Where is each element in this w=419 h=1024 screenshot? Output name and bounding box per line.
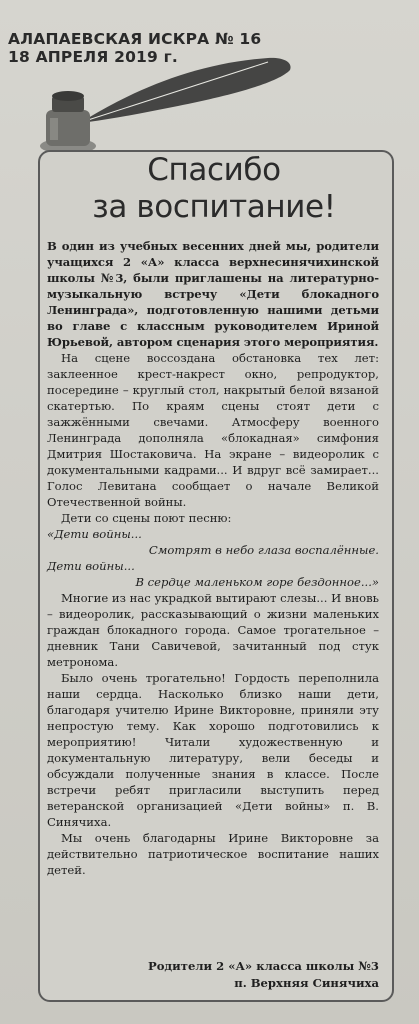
paragraph: Мы очень благодарны Ирине Викторовне за действительно патриотическое воспитание наших детей. <box>47 831 379 877</box>
poem-line: В сердце маленьком горе бездонное...» <box>135 575 379 589</box>
article-body <box>47 238 379 878</box>
lead-paragraph: В один из учебных весенних дней мы, родители учащихся 2 «А» класса верхнесинячихинской школы №3, были приглашены на литературно-музыкальную встречу «Дети блокадного Ленинграда», подготовленную нашими детьми во главе с классным руководителем Ириной Юрьевой, автором сценария этого мероприятия. <box>47 239 379 349</box>
signature-line-2: п. Верхняя Синячиха <box>234 976 379 990</box>
paragraph: На сцене воссоздана обстановка тех лет: заклеенное крест-накрест окно, репродуктор, посередине – круглый стол, накрытый белой вязаной скатертью. По краям сцены стоят дети с зажжёнными свечами. Атмосферу военного Ленинграда дополняла «блокадная» симфония Дмитрия Шостаковича. На экране – видеоролик с документальными кадрами... И вдруг всё замирает... Голос Левитана сообщает о начале Великой Отечественной войны. <box>47 351 379 509</box>
article-title <box>40 152 388 226</box>
poem-line: Дети войны... <box>47 559 135 573</box>
paragraph: Дети со сцены поют песню: <box>61 511 232 525</box>
title-line-1: Спасибо <box>147 152 281 188</box>
title-line-2: за воспитание! <box>92 189 336 225</box>
paragraph: Было очень трогательно! Гордость переполнила наши сердца. Насколько близко наши дети, благодаря учителю Ирине Викторовне, приняли эту непростую тему. Как хорошо подготовились к мероприятию! Читали художественную и документальную литературу, вели беседы и обсуждали полученные знания в классе. После встречи ребят пригласили выступить перед ветеранской организацией «Дети войны» п. В. Синячиха. <box>47 671 379 829</box>
poem-line: Смотрят в небо глаза воспалённые. <box>148 543 379 557</box>
paragraph: Многие из нас украдкой вытирают слезы... И вновь – видеоролик, рассказывающий о жизни маленьких граждан блокадного города. Самое трогательное – дневник Тани Савичевой, зачитанный под стук метронома. <box>47 591 379 669</box>
signature-line-1: Родители 2 «А» класса школы №3 <box>147 959 379 973</box>
poem-line: «Дети войны... <box>47 527 142 541</box>
inkwell-quill-illustration <box>28 48 308 158</box>
signature <box>47 958 379 992</box>
newspaper-name: АЛАПАЕВСКАЯ ИСКРА № 16 <box>8 30 262 48</box>
issue-date: 18 АПРЕЛЯ 2019 г. <box>8 48 179 66</box>
